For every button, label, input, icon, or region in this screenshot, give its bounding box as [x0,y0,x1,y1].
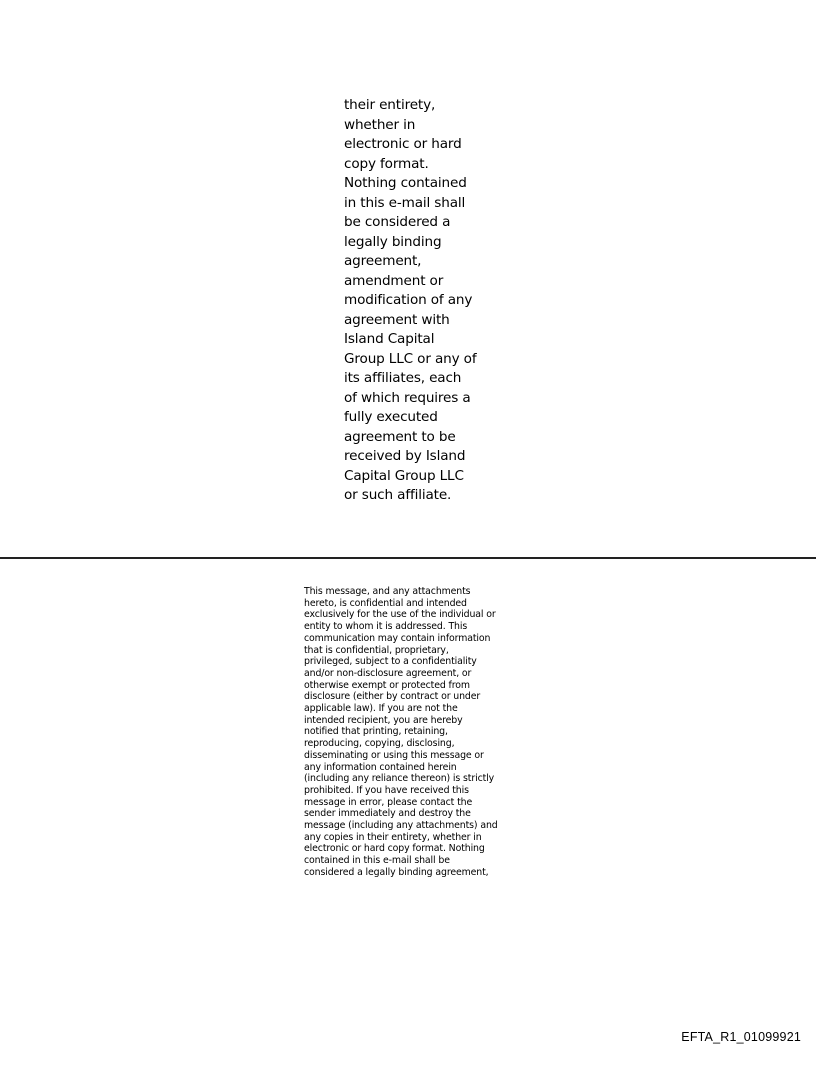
disclaimer-line: prohibited. If you have received this [304,784,469,796]
upper-text-line: be considered a [344,214,451,230]
upper-text-line: whether in [344,116,416,133]
disclaimer-line: hereto, is confidential and intended [304,597,467,609]
disclaimer-line: contained in this e-mail shall be [304,855,450,867]
upper-text-line: legally binding [344,233,442,250]
disclaimer-line: disclosure (either by contract or under [304,691,481,703]
disclaimer-line: considered a legally binding agreement, [304,866,489,878]
disclaimer-line: applicable law). If you are not the [304,703,458,715]
upper-text-line: Capital Group LLC [344,467,464,484]
upper-text-line: Group LLC or any of [344,350,477,367]
upper-text-line: amendment or [344,272,444,289]
upper-text-line: their entirety, [344,97,436,113]
disclaimer-line: that is confidential, proprietary, [304,644,449,656]
upper-text-line: agreement, [344,253,422,269]
disclaimer-line: privileged, subject to a confidentiality [304,656,477,668]
upper-text-line: agreement to be [344,428,456,445]
upper-text-line: agreement with [344,311,450,328]
disclaimer-line: message in error, please contact the [304,796,473,808]
horizontal-divider [0,557,816,559]
disclaimer-line: sender immediately and destroy the [304,808,471,820]
disclaimer-line: intended recipient, you are hereby [304,714,463,726]
upper-text-line: Island Capital [344,331,435,347]
upper-text-line: electronic or hard [344,136,462,152]
disclaimer-line: exclusively for the use of the individual or [304,609,496,621]
upper-text-line: received by Island [344,448,466,464]
disclaimer-line: communication may contain information [304,632,491,644]
upper-text-line: modification of any [344,292,473,308]
upper-text-block [344,96,504,506]
upper-text-line: copy format. [344,155,429,172]
disclaimer-line: message (including any attachments) and [304,820,498,832]
upper-text-line: of which requires a [344,389,471,406]
disclaimer-line: and/or non-disclosure agreement, or [304,667,472,679]
disclaimer-line: any copies in their entirety, whether in [304,831,482,843]
disclaimer-line: otherwise exempt or protected from [304,679,470,691]
document-id: EFTA_R1_01099921 [681,1030,801,1044]
upper-text-line: in this e-mail shall [344,194,466,211]
disclaimer-line: entity to whom it is addressed. This [304,621,468,633]
upper-text-line: or such affiliate. [344,487,452,503]
disclaimer-line: electronic or hard copy format. Nothing [304,843,485,855]
upper-text-line: its affiliates, each [344,370,462,386]
disclaimer-line: reproducing, copying, disclosing, [304,738,455,750]
disclaimer-line: (including any reliance thereon) is strictly [304,773,495,785]
upper-text-line: fully executed [344,409,438,425]
upper-text-line: Nothing contained [344,175,467,191]
disclaimer-line: disseminating or using this message or [304,749,484,761]
disclaimer-line: This message, and any attachments [304,586,471,597]
disclaimer-line: notified that printing, retaining, [304,726,448,738]
disclaimer-line: any information contained herein [304,761,457,773]
confidentiality-disclaimer [304,586,524,879]
